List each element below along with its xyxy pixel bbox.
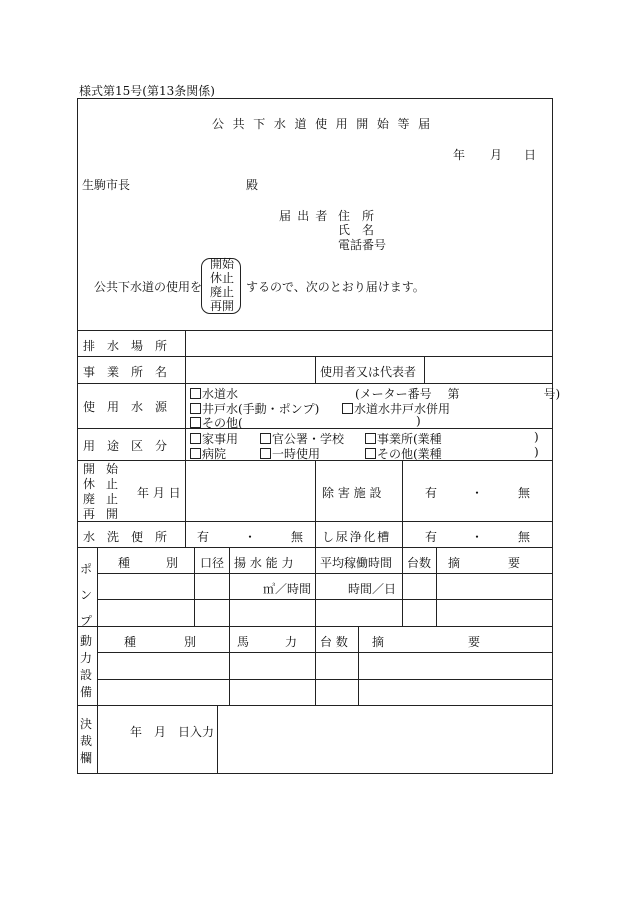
- grid-line: [402, 460, 403, 547]
- pump-header-hours: 平均稼働時間: [320, 556, 393, 570]
- grid-line: [315, 356, 316, 383]
- water-other-close: ): [416, 414, 421, 428]
- grid-line: [97, 599, 553, 600]
- power-side-char: 備: [80, 685, 93, 699]
- grid-line: [185, 330, 186, 547]
- septic-label: し尿浄化槽: [322, 530, 392, 544]
- power-side-char: 設: [80, 668, 93, 682]
- status-char: 開: [106, 507, 119, 521]
- purpose-other-label: その他(業種: [377, 447, 442, 461]
- purpose-office-label: 事業所(業種: [377, 432, 442, 446]
- status-char: 再: [83, 507, 96, 521]
- pump-header-notes: 摘 要: [448, 556, 521, 570]
- grid-line: [402, 547, 403, 626]
- status-char: 開: [83, 462, 96, 476]
- pollution-yes[interactable]: 有: [425, 486, 438, 500]
- form-title: 公 共 下 水 道 使 用 開 始 等 届: [212, 117, 433, 131]
- flush-yes[interactable]: 有: [197, 530, 210, 544]
- pump-side-char: ポ: [80, 562, 93, 576]
- purpose-hospital[interactable]: [190, 445, 226, 462]
- drain-place-label: 排 水 場 所: [83, 339, 168, 353]
- flush-dot: ・: [244, 530, 257, 544]
- pump-capacity-unit: ㎥／時間: [263, 582, 312, 596]
- power-header-notes: 摘 要: [372, 635, 481, 649]
- declaration-options: [210, 257, 234, 313]
- checkbox[interactable]: [190, 433, 201, 444]
- checkbox[interactable]: [260, 433, 271, 444]
- checkbox[interactable]: [342, 403, 353, 414]
- date-year: 年: [453, 148, 466, 162]
- business-name-label: 事 業 所 名: [83, 365, 168, 379]
- power-header-count: 台 数: [320, 635, 348, 649]
- purpose-other-close: ): [534, 445, 539, 459]
- pump-side-label: [80, 556, 92, 634]
- pump-side-char: ン: [80, 588, 93, 602]
- purpose-temp-label: 一時使用: [272, 447, 321, 461]
- grid-line: [229, 626, 230, 705]
- power-header-type: 種 別: [124, 635, 197, 649]
- applicant-name-label: 氏 名: [338, 223, 375, 237]
- purpose-gov-label: 官公署・学校: [272, 432, 345, 446]
- status-col-right: [106, 462, 118, 522]
- declaration-prefix: 公共下水道の使用を: [94, 280, 203, 294]
- checkbox[interactable]: [365, 448, 376, 459]
- grid-line: [194, 547, 195, 626]
- grid-line: [217, 705, 218, 774]
- purpose-hospital-label: 病院: [202, 447, 227, 461]
- grid-line: [77, 428, 553, 429]
- grid-line: [229, 547, 230, 626]
- pump-header-count: 台数: [407, 556, 432, 570]
- flush-label: 水 洗 便 所: [83, 530, 168, 544]
- purpose-office-close: ): [534, 430, 539, 444]
- decision-side-label: [80, 716, 92, 767]
- form-number: 様式第15号(第13条関係): [79, 84, 215, 98]
- status-date-label: 年 月 日: [137, 486, 181, 500]
- septic-dot: ・: [471, 530, 484, 544]
- purpose-label: 用 途 区 分: [83, 439, 168, 453]
- grid-line: [97, 573, 553, 574]
- date-day: 日: [524, 148, 537, 162]
- pump-hours-unit: 時間／日: [348, 582, 397, 596]
- septic-yes[interactable]: 有: [425, 530, 438, 544]
- pollution-dot: ・: [471, 486, 484, 500]
- pump-header-bore: 口径: [200, 556, 225, 570]
- checkbox[interactable]: [190, 448, 201, 459]
- decision-side-char: 裁: [80, 734, 93, 748]
- checkbox[interactable]: [365, 433, 376, 444]
- addressee-mayor: 生駒市長: [82, 178, 131, 192]
- grid-line: [315, 626, 316, 705]
- decision-input-date: 年 月 日入力: [130, 725, 215, 739]
- grid-line: [77, 330, 553, 331]
- pump-header-type: 種 別: [118, 556, 179, 570]
- water-option-combo-label: 水道水井戸水併用: [354, 402, 451, 416]
- power-side-label: [80, 633, 92, 701]
- checkbox[interactable]: [260, 448, 271, 459]
- purpose-temp[interactable]: [260, 445, 320, 462]
- decision-side-char: 決: [80, 717, 93, 731]
- grid-line: [77, 383, 553, 384]
- water-option-other-label: その他(: [202, 416, 243, 430]
- decision-side-char: 欄: [80, 751, 93, 765]
- user-rep-label: 使用者又は代表者: [320, 365, 417, 379]
- grid-line: [97, 679, 553, 680]
- water-option-tap-label: 水道水: [202, 387, 239, 401]
- pump-side-char: プ: [80, 614, 93, 628]
- option-abolish: 廃止: [210, 285, 235, 299]
- grid-line: [424, 356, 425, 383]
- grid-line: [315, 547, 316, 626]
- grid-line: [97, 547, 98, 774]
- option-resume: 再開: [210, 299, 235, 313]
- water-option-combo[interactable]: [342, 400, 450, 417]
- water-source-label: 使 用 水 源: [83, 400, 168, 414]
- applicant-address-label: 住 所: [338, 209, 375, 223]
- status-char: 休: [83, 477, 96, 491]
- status-char: 始: [106, 462, 119, 476]
- status-char: 止: [106, 492, 119, 506]
- meter-number-label: (メーター番号 第 号): [355, 387, 561, 401]
- power-header-horsepower: 馬 力: [237, 635, 298, 649]
- checkbox[interactable]: [190, 388, 201, 399]
- grid-line: [315, 460, 316, 547]
- flush-no[interactable]: 無: [291, 530, 304, 544]
- option-suspend: 休止: [210, 271, 235, 285]
- status-char: 止: [106, 477, 119, 491]
- declaration-suffix: するので、次のとおり届けます。: [246, 280, 425, 294]
- grid-line: [77, 705, 553, 706]
- addressee-honorific: 殿: [246, 178, 259, 192]
- water-option-well-label: 井戸水(手動・ポンプ): [202, 402, 320, 416]
- pump-header-capacity: 揚 水 能 力: [234, 556, 294, 570]
- checkbox[interactable]: [190, 403, 201, 414]
- power-side-char: 力: [80, 651, 93, 665]
- purpose-home-label: 家事用: [202, 432, 239, 446]
- option-start: 開始: [210, 257, 235, 271]
- pollution-no[interactable]: 無: [518, 486, 531, 500]
- grid-line: [97, 652, 553, 653]
- water-option-other[interactable]: [190, 414, 243, 431]
- checkbox[interactable]: [190, 417, 201, 428]
- status-char: 廃: [83, 492, 96, 506]
- purpose-other[interactable]: [365, 445, 442, 462]
- status-col-left: [83, 462, 95, 522]
- pollution-label: 除 害 施 設: [322, 486, 382, 500]
- applicant-phone-label: 電話番号: [338, 238, 387, 252]
- date-month: 月: [490, 148, 503, 162]
- power-side-char: 動: [80, 634, 93, 648]
- grid-line: [358, 626, 359, 705]
- applicant-label: 届 出 者: [279, 209, 329, 223]
- grid-line: [436, 547, 437, 626]
- septic-no[interactable]: 無: [518, 530, 531, 544]
